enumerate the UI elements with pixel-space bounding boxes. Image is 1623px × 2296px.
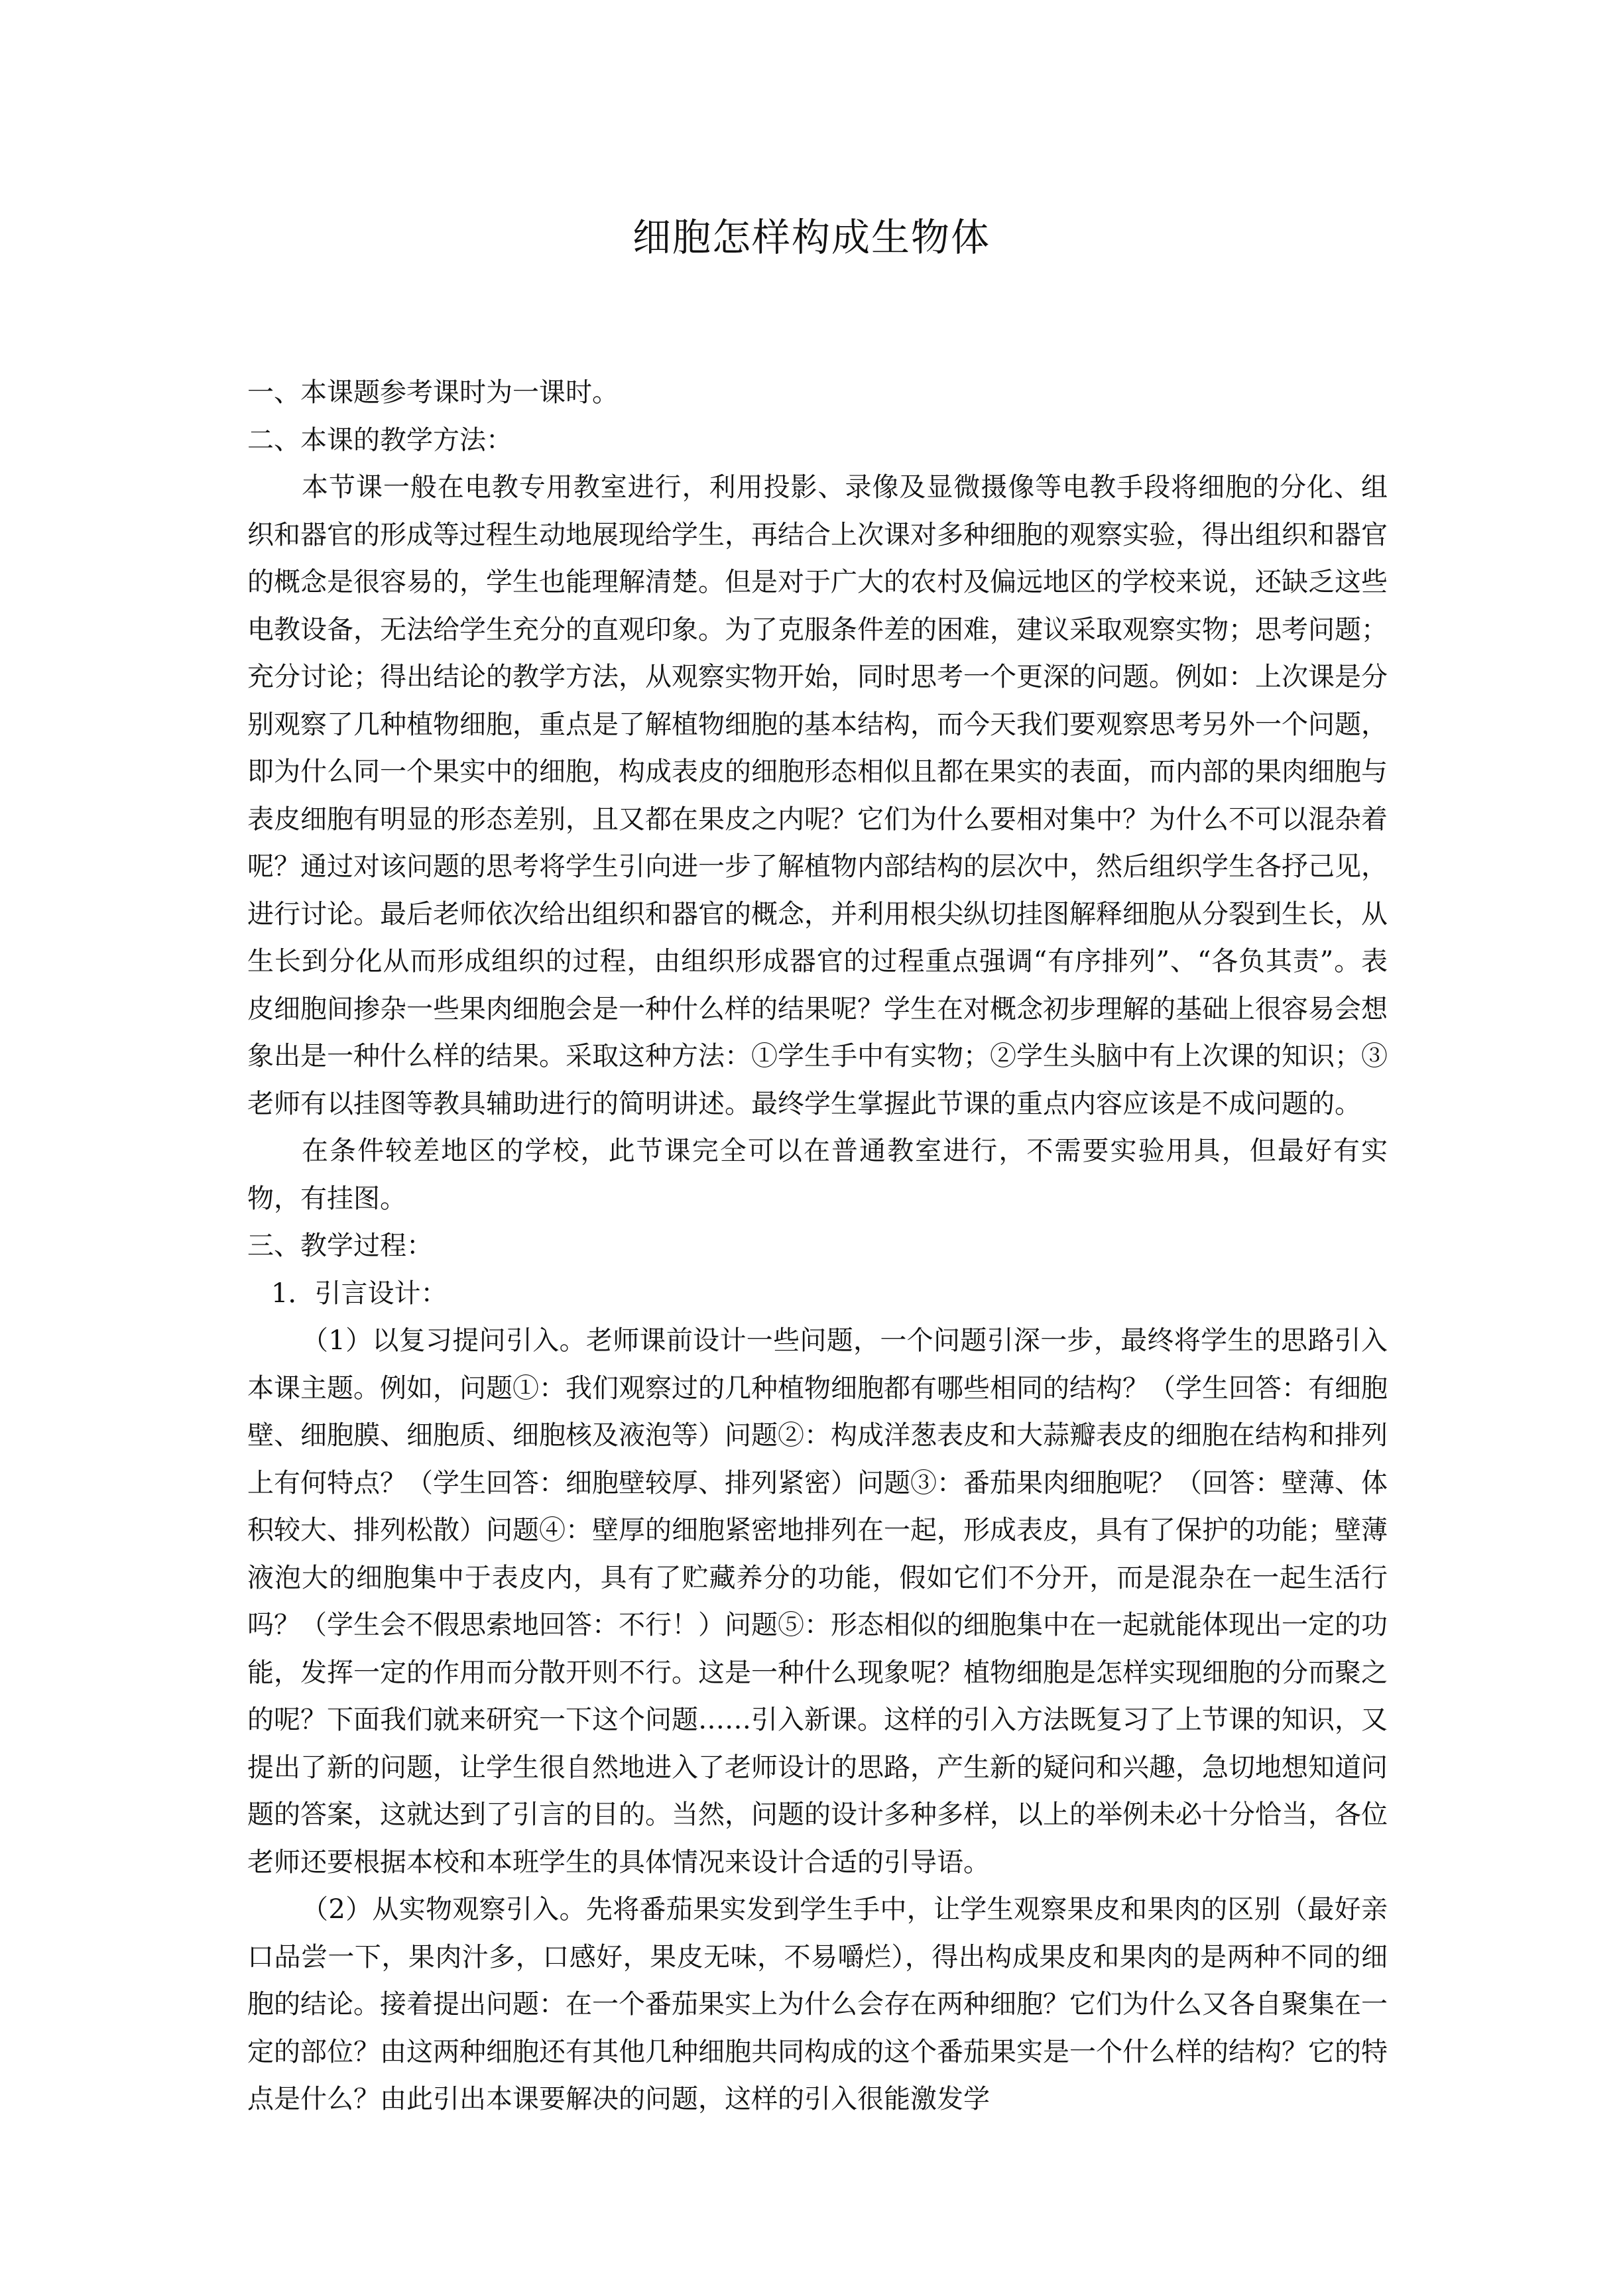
classroom-condition-paragraph: 在条件较差地区的学校，此节课完全可以在普通教室进行，不需要实验用具，但最好有实物，有挂图。 bbox=[247, 1136, 1388, 1214]
document-title: 细胞怎样构成生物体 bbox=[632, 215, 991, 260]
teaching-method-paragraph: 本节课一般在电教专用教室进行，利用投影、录像及显微摄像等电教手段将细胞的分化、组织和器官的形成等过程生动地展现给学生，再结合上次课对多种细胞的观察实验，得出组织和器官的概念是很容易的，学生也能理解清楚。但是对于广大的农村及偏远地区的学校来说，还缺乏这些电教设备，无法给学生充分的直观印象。为了克服条件差的困难，建议采取观察实物；思考问题；充分讨论；得出结论的教学方法，从观察实物开始，同时思考一个更深的问题。例如：上次课是分别观察了几种植物细胞，重点是了解植物细胞的基本结构，而今天我们要观察思考另外一个问题，即为什么同一个果实中的细胞，构成表皮的细胞形态相似且都在果实的表面，而内部的果肉细胞与表皮细胞有明显的形态差别，且又都在果皮之内呢？它们为什么要相对集中？为什么不可以混杂着呢？通过对该问题的思考将学生引向进一步了解植物内部结构的层次中，然后组织学生各抒己见，进行讨论。最后老师依次给出组织和器官的概念，并利用根尖纵切挂图解释细胞从分裂到生长，从生长到分化从而形成组织的过程，由组织形成器官的过程重点强调“有序排列”、“各负其责”。表皮细胞间掺杂一些果肉细胞会是一种什么样的结果呢？学生在对概念初步理解的基础上很容易会想象出是一种什么样的结果。采取这种方法：①学生手中有实物；②学生头脑中有上次课的知识；③老师有以挂图等教具辅助进行的简明讲述。最终学生掌握此节课的重点内容应该是不成问题的。 bbox=[247, 472, 1388, 1119]
document-body bbox=[247, 369, 1388, 2124]
section-two-heading: 二、本课的教学方法： bbox=[247, 424, 512, 455]
review-question-paragraph: （1）以复习提问引入。老师课前设计一些问题，一个问题引深一步，最终将学生的思路引入本课主题。例如，问题①：我们观察过的几种植物细胞都有哪些相同的结构？（学生回答：有细胞壁、细胞膜、细胞质、细胞核及液泡等）问题②：构成洋葱表皮和大蒜瓣表皮的细胞在结构和排列上有何特点？（学生回答：细胞壁较厚、排列紧密）问题③：番茄果肉细胞呢？（回答：壁薄、体积较大、排列松散）问题④：壁厚的细胞紧密地排列在一起，形成表皮，具有了保护的功能；壁薄液泡大的细胞集中于表皮内，具有了贮藏养分的功能，假如它们不分开，而是混杂在一起生活行吗？（学生会不假思索地回答：不行！）问题⑤：形态相似的细胞集中在一起就能体现出一定的功能，发挥一定的作用而分散开则不行。这是一种什么现象呢？植物细胞是怎样实现细胞的分而聚之的呢？下面我们就来研究一下这个问题……引入新课。这样的引入方法既复习了上节课的知识，又提出了新的问题，让学生很自然地进入了老师设计的思路，产生新的疑问和兴趣，急切地想知道问题的答案，这就达到了引言的目的。当然，问题的设计多种多样，以上的举例未必十分恰当，各位老师还要根据本校和本班学生的具体情况来设计合适的引导语。 bbox=[247, 1325, 1388, 1878]
section-three-heading: 三、教学过程： bbox=[247, 1231, 433, 1261]
section-one-heading: 一、本课题参考课时为一课时。 bbox=[247, 377, 619, 408]
introduction-design-heading: 1．引言设计： bbox=[271, 1278, 448, 1309]
object-observation-paragraph: （2）从实物观察引入。先将番茄果实发到学生手中，让学生观察果皮和果肉的区别（最好亲口品尝一下，果肉汁多，口感好，果皮无味，不易嚼烂），得出构成果皮和果肉的是两种不同的细胞的结论。接着提出问题：在一个番茄果实上为什么会存在两种细胞？它们为什么又各自聚集在一定的部位？由这两种细胞还有其他几种细胞共同构成的这个番茄果实是一个什么样的结构？它的特点是什么？由此引出本课要解决的问题，这样的引入很能激发学 bbox=[247, 1894, 1388, 2114]
